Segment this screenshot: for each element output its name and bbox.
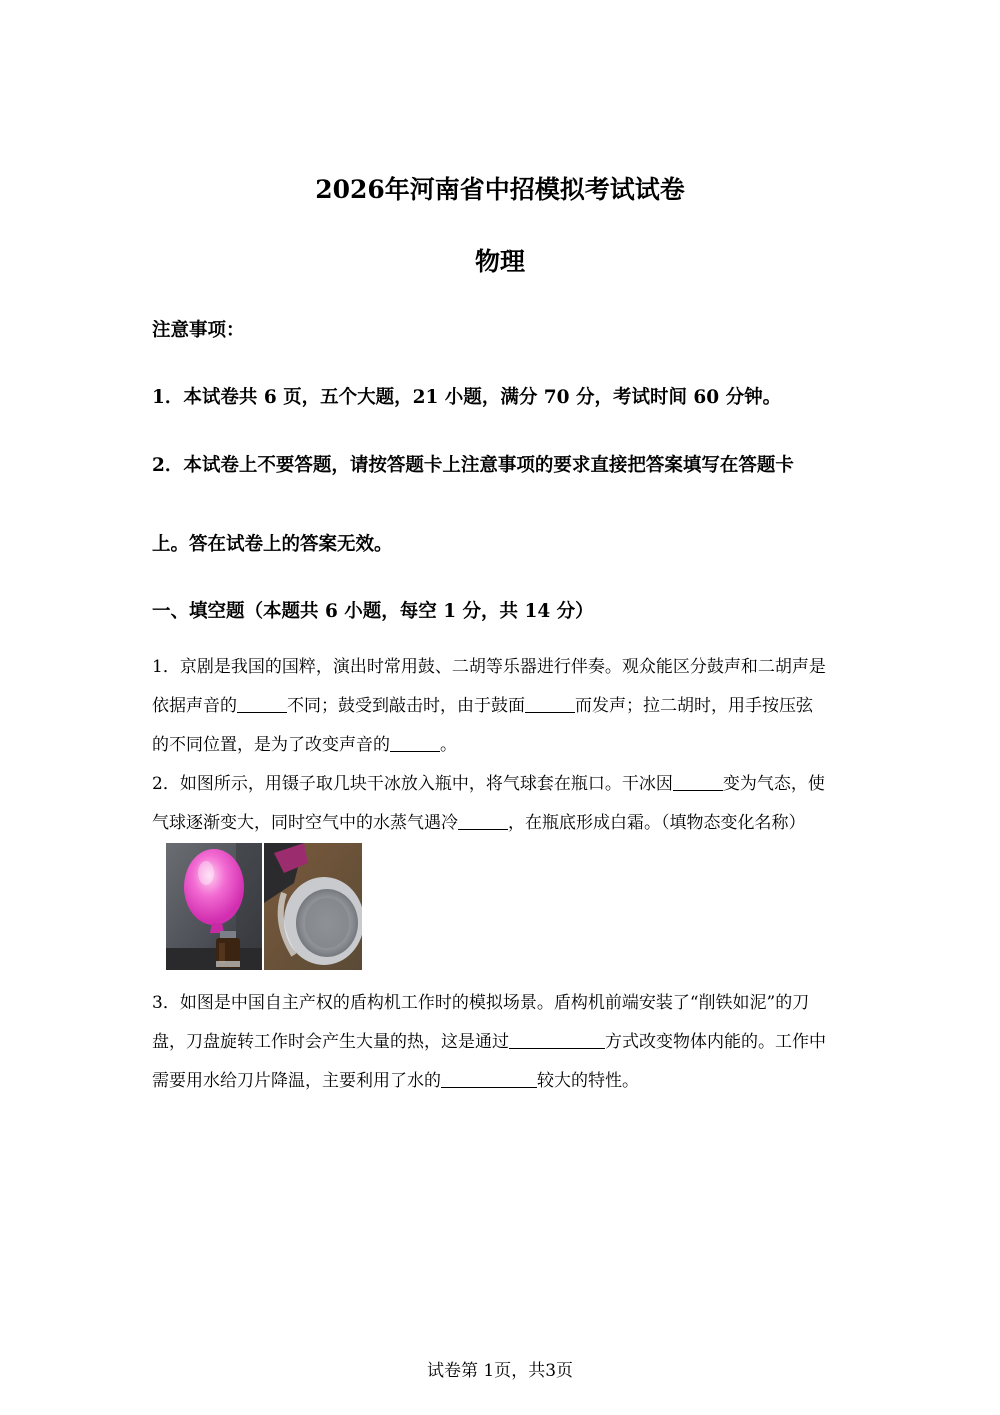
q2-text: ，在瓶底形成白霜。（填物态变化名称） — [508, 813, 806, 833]
answer-blank — [525, 711, 575, 713]
q2-text: 2．如图所示，用镊子取几块干冰放入瓶中，将气球套在瓶口。干冰因 — [152, 774, 673, 794]
subject-title: 物理 — [474, 247, 525, 276]
q2-line-2 — [152, 808, 806, 833]
answer-blank — [509, 1047, 605, 1049]
section-heading-fill-in: 一、填空题（本题共 6 小题，每空 1 分，共 14 分） — [152, 601, 594, 622]
q2-text: 气球逐渐变大，同时空气中的水蒸气遇冷 — [152, 813, 458, 833]
q3-text: 方式改变物体内能的。工作中 — [605, 1032, 826, 1052]
exam-title: 2026年河南省中招模拟考试试卷 — [315, 175, 685, 204]
notes-heading: 注意事项： — [152, 320, 245, 341]
answer-blank — [237, 711, 287, 713]
q1-line-2 — [152, 691, 813, 716]
q3-line-2 — [152, 1027, 826, 1052]
q2-line-1 — [152, 769, 825, 794]
answer-blank — [441, 1086, 537, 1088]
q1-text: 。 — [440, 735, 457, 755]
note-item-1: 1．本试卷共 6 页，五个大题，21 小题，满分 70 分，考试时间 60 分钟。 — [152, 387, 782, 408]
answer-blank — [673, 789, 723, 791]
q1-line-3 — [152, 730, 457, 755]
frosted-bottle-bottom-photo — [264, 843, 362, 970]
q1-line-1: 1．京剧是我国的国粹，演出时常用鼓、二胡等乐器进行伴奏。观众能区分鼓声和二胡声是 — [152, 657, 826, 677]
q3-text: 盘，刀盘旋转工作时会产生大量的热，这是通过 — [152, 1032, 509, 1052]
balloon-on-bottle-photo — [166, 843, 262, 970]
q3-text: 需要用水给刀片降温，主要利用了水的 — [152, 1071, 441, 1091]
answer-blank — [458, 828, 508, 830]
q3-text: 较大的特性。 — [537, 1071, 639, 1091]
q1-text: 依据声音的 — [152, 696, 237, 716]
q3-line-1: 3．如图是中国自主产权的盾构机工作时的模拟场景。盾构机前端安装了“削铁如泥”的刀 — [152, 993, 810, 1013]
q1-text: 不同；鼓受到敲击时，由于鼓面 — [287, 696, 525, 716]
page-footer: 试卷第 1页，共3页 — [426, 1361, 574, 1381]
q1-text: 而发声；拉二胡时，用手按压弦 — [575, 696, 813, 716]
answer-blank — [390, 750, 440, 752]
note-item-2-line-1: 2．本试卷上不要答题，请按答题卡上注意事项的要求直接把答案填写在答题卡 — [152, 455, 794, 476]
q2-text: 变为气态，使 — [722, 774, 825, 794]
q3-line-3 — [152, 1066, 639, 1091]
q1-text: 的不同位置，是为了改变声音的 — [152, 735, 390, 755]
note-item-2-line-2: 上。答在试卷上的答案无效。 — [152, 534, 393, 555]
